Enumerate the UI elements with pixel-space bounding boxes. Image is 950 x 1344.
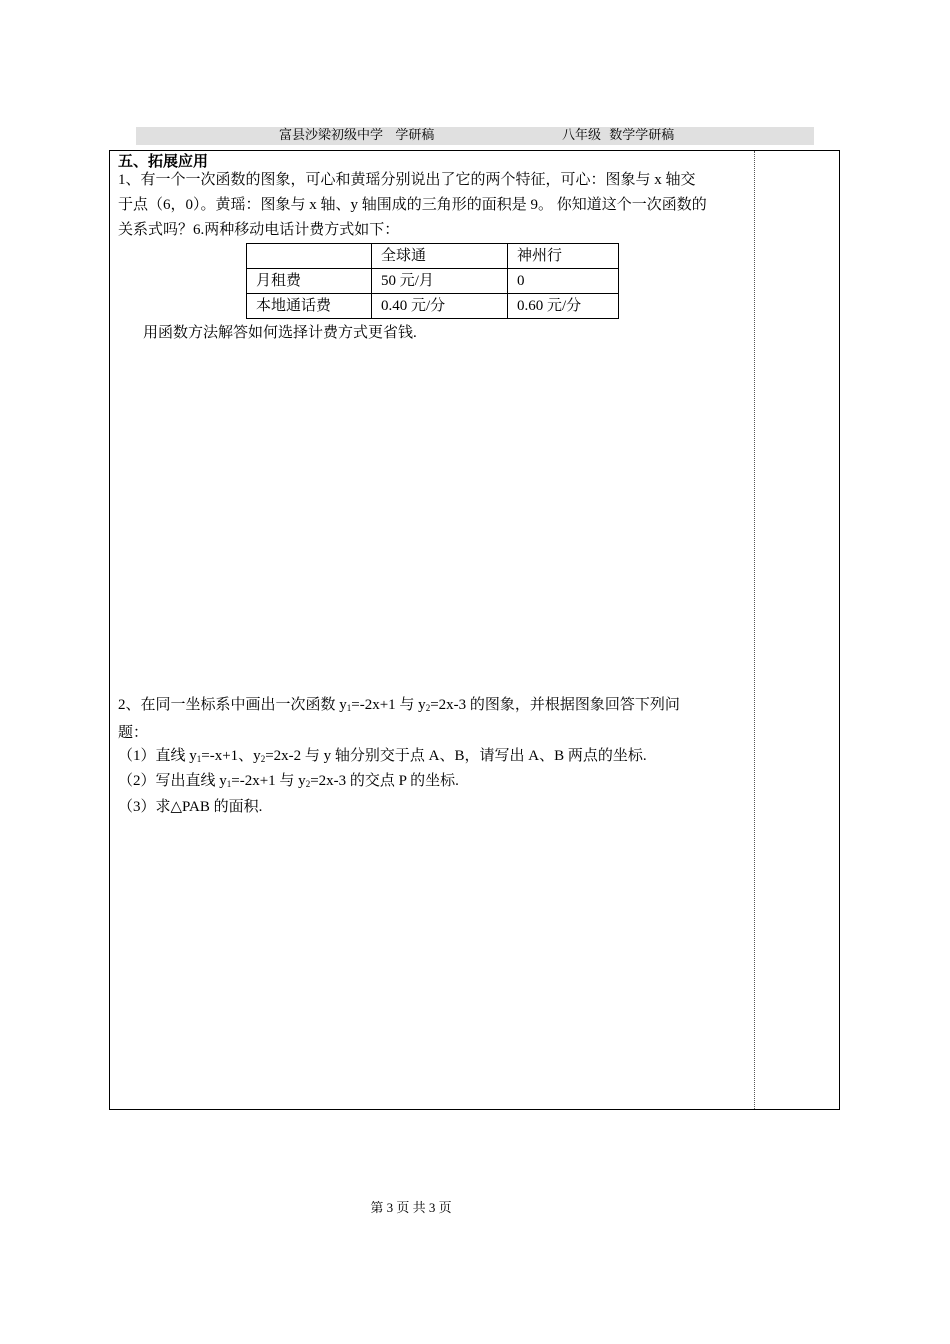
- subscript: 2: [260, 754, 266, 764]
- problem-1-text: [118, 168, 748, 243]
- table-row: [247, 269, 619, 294]
- text-run: （2）写出直线 y: [118, 773, 227, 789]
- table-cell: 0.40 元/分: [372, 294, 508, 319]
- header-grade: 八年级 数学学研稿: [562, 128, 675, 143]
- problem-2-intro-line-1: [118, 693, 748, 721]
- table-cell: 50 元/月: [372, 269, 508, 294]
- subscript: 1: [226, 779, 232, 789]
- problem-2-intro-line-2: 题：: [118, 725, 149, 741]
- problem-1-line-3: 关系式吗？6.两种移动电话计费方式如下：: [118, 222, 400, 238]
- problem-1-line-2: 于点（6，0）。黄瑶：图象与 x 轴、y 轴围成的三角形的面积是 9。 你知道这个一次函数的: [118, 197, 707, 213]
- table-cell: 0: [508, 269, 619, 294]
- page-number: 第 3 页 共 3 页: [370, 1200, 452, 1215]
- table-cell: 月租费: [247, 269, 372, 294]
- text-run: （1）直线 y: [118, 748, 197, 764]
- page-header: [136, 127, 814, 145]
- subscript: 1: [196, 754, 202, 764]
- subscript: 1: [346, 703, 352, 713]
- text-run: 2、在同一坐标系中画出一次函数 y: [118, 697, 347, 713]
- text-run: =-x+1、y: [201, 748, 261, 764]
- text-run: =-2x+1 与 y: [351, 697, 426, 713]
- text-run: =-2x+1 与 y: [231, 773, 306, 789]
- section-title: 五、拓展应用: [118, 152, 209, 170]
- question-3: （3）求△PAB 的面积.: [118, 799, 263, 815]
- text-run: =2x-3 的图象，并根据图象回答下列问: [430, 697, 680, 713]
- question-2: [118, 769, 459, 797]
- text-run: =2x-3 的交点 P 的坐标.: [310, 773, 459, 789]
- question-1: [118, 744, 647, 772]
- margin-divider: [754, 151, 755, 1109]
- problem-2-intro: [118, 693, 748, 746]
- text-run: =2x-2 与 y 轴分别交于点 A、B，请写出 A、B 两点的坐标.: [265, 748, 647, 764]
- fee-table: [246, 243, 619, 319]
- table-cell: 0.60 元/分: [508, 294, 619, 319]
- table-row: [247, 294, 619, 319]
- header-school: 富县沙梁初级中学 学研稿: [279, 128, 435, 143]
- table-cell: 神州行: [508, 244, 619, 269]
- problem-1-followup: 用函数方法解答如何选择计费方式更省钱.: [143, 325, 417, 341]
- subscript: 2: [425, 703, 431, 713]
- table-row: [247, 244, 619, 269]
- subscript: 2: [305, 779, 311, 789]
- problem-1-line-1: 1、有一个一次函数的图象，可心和黄瑶分别说出了它的两个特征，可心：图象与 x 轴交: [118, 172, 696, 188]
- table-cell: [247, 244, 372, 269]
- table-cell: 本地通话费: [247, 294, 372, 319]
- table-cell: 全球通: [372, 244, 508, 269]
